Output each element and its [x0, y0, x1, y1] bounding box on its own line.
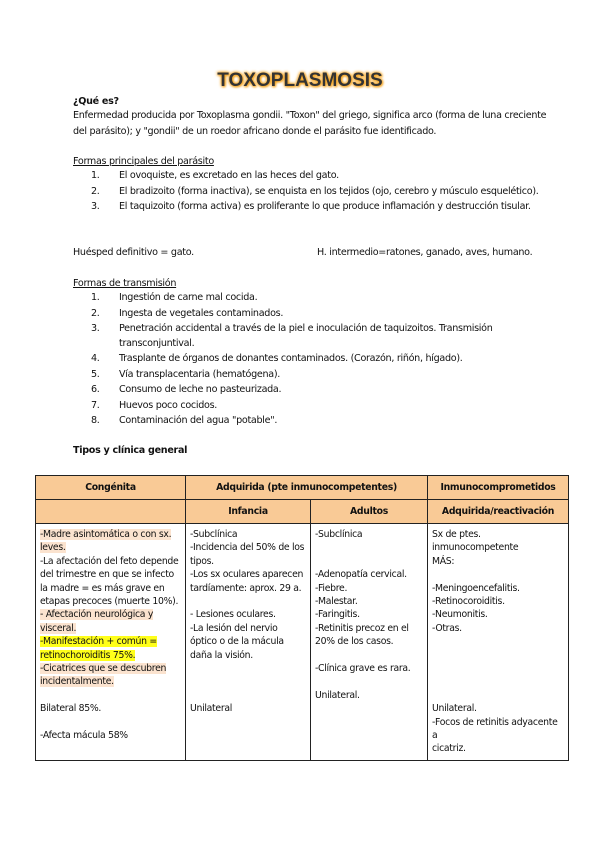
item-text: Consumo de leche no pasteurizada. [119, 384, 282, 395]
cell-line: -Cicatrices que se descubren [40, 663, 167, 675]
cell-line: -Neumonitis. [432, 609, 488, 621]
list-item: 4. Trasplante de órganos de donantes contaminados. (Corazón, riñón, hígado). [91, 353, 463, 364]
cell-line: -Subclínica [315, 529, 363, 540]
list-item: 2. Ingesta de vegetales contaminados. [91, 307, 284, 319]
cell-line: Unilateral. [315, 689, 360, 701]
cell-line: -Focos de retinitis adyacente a [432, 716, 558, 741]
formas-list [91, 168, 539, 215]
cell-inmunocomprometidos [428, 524, 569, 761]
subheader-empty [36, 500, 186, 524]
cell-line: 20% de los casos. [315, 636, 394, 648]
subheader-infancia: Infancia [186, 500, 311, 524]
highlighted-line: -Manifestación + común = [40, 636, 157, 648]
cell-line: -Clínica grave es rara. [315, 663, 411, 675]
cell-line: - Afectación neurológica y [40, 609, 154, 621]
definition-line-2: del parásito); y "gondii" de un roedor africano donde el parásito fue identificado. [73, 126, 437, 137]
list-item: 3. El taquizoito (forma activa) es proliferante lo que produce inflamación y destrucción tisular. [91, 201, 531, 212]
que-es-heading: ¿Qué es? [73, 96, 119, 107]
cell-line: -Faringitis. [315, 609, 360, 621]
item-text: Vía transplacentaria (hematógena). [119, 368, 281, 380]
subheader-reactivacion: Adquirida/reactivación [428, 500, 569, 524]
highlighted-line: retinochoroiditis 75%. [40, 649, 136, 661]
list-item: 6. Consumo de leche no pasteurizada. [91, 384, 282, 395]
subheader-adultos: Adultos [311, 500, 428, 524]
cell-line: tardíamente: aprox. 29 a. [190, 582, 302, 594]
cell-line: -Madre asintomática o con sx. [40, 529, 172, 540]
header-adquirida: Adquirida (pte inmunocompetentes) [186, 476, 428, 500]
cell-line: -Otras. [432, 622, 462, 634]
cell-line: -Afecta mácula 58% [40, 730, 128, 742]
cell-line: la madre = es más grave en [40, 582, 165, 594]
cell-line: Sx de ptes. inmunocompetente [432, 529, 519, 554]
list-item: 7. Huevos poco cocidos. [91, 399, 218, 411]
item-text: El ovoquiste, es excretado en las heces del gato. [119, 170, 339, 181]
page-title: TOXOPLASMOSIS [217, 70, 383, 91]
cell-line: daña la visión. [190, 649, 253, 661]
cell-line: -Fiebre. [315, 582, 348, 594]
cell-line: -Incidencia del 50% de los [190, 542, 305, 554]
cell-line: visceral. [40, 622, 77, 634]
item-text: Huevos poco cocidos. [119, 399, 218, 411]
list-item: 1. El ovoquiste, es excretado en las heces del gato. [91, 170, 339, 181]
cell-line: - Lesiones oculares. [190, 609, 276, 621]
cell-line: etapas precoces (muerte 10%). [40, 596, 179, 608]
item-text: El taquizoito (forma activa) es proliferante lo que produce inflamación y destrucción tisular. [119, 201, 531, 212]
cell-line: -Malestar. [315, 596, 358, 607]
header-inmunocomprometidos: Inmunocomprometidos [428, 476, 569, 500]
cell-line: -Meningoencefalitis. [432, 582, 520, 594]
item-text: Ingesta de vegetales contaminados. [119, 307, 284, 319]
cell-line: Unilateral. [432, 703, 477, 715]
cell-line: -La lesión del nervio [190, 622, 278, 634]
cell-line: leves. [40, 542, 66, 554]
item-text: Penetración accidental a través de la piel e inoculación de taquizoitos. Transmisión [119, 323, 493, 334]
item-text: Contaminación del agua "potable". [119, 415, 278, 426]
list-item: 2. El bradizoito (forma inactiva), se enquista en los tejidos (ojo, cerebro y músculo esquelético). [91, 185, 539, 197]
item-text: Ingestión de carne mal cocida. [119, 292, 258, 303]
cell-line: Bilateral 85%. [40, 703, 102, 715]
cell-congenita [36, 524, 186, 761]
cell-line: MÁS: [432, 555, 455, 567]
cell-line: -Retinocoroiditis. [432, 596, 505, 608]
cell-line: Unilateral [190, 703, 233, 715]
clinical-table [35, 475, 569, 761]
cell-line: óptico o de la mácula [190, 636, 284, 648]
transmision-list [91, 290, 493, 429]
cell-line: tipos. [190, 555, 214, 567]
cell-line: -Retinitis precoz en el [315, 622, 409, 634]
cell-line: incidentalmente. [40, 676, 114, 688]
formas-heading: Formas principales del parásito [73, 156, 214, 167]
list-item: 8. Contaminación del agua "potable". [91, 415, 278, 426]
definition-line-1: Enfermedad producida por Toxoplasma gondii. "Toxon" del griego, significa arco (forma de luna creciente [73, 110, 547, 121]
cell-line: -Los sx oculares aparecen [190, 569, 304, 581]
transmision-heading: Formas de transmisión [73, 278, 177, 289]
item-text: El bradizoito (forma inactiva), se enquista en los tejidos (ojo, cerebro y músculo esquelético). [119, 185, 539, 197]
item-text-cont: transconjuntival. [119, 338, 195, 349]
cell-line: -Subclínica [190, 529, 238, 540]
cell-line: -Adenopatía cervical. [315, 569, 407, 581]
cell-line: cicatriz. [432, 743, 466, 755]
header-congenita: Congénita [36, 476, 186, 500]
list-item: 5. Vía transplacentaria (hematógena). [91, 368, 281, 380]
huesped-intermedio: H. intermedio=ratones, ganado, aves, humano. [317, 247, 533, 258]
tipos-heading: Tipos y clínica general [73, 445, 188, 456]
list-item: 1. Ingestión de carne mal cocida. [91, 292, 258, 303]
huesped-definitivo: Huésped definitivo = gato. [73, 247, 194, 258]
cell-line: -La afectación del feto depende [40, 555, 179, 567]
cell-adultos [311, 524, 428, 761]
item-text: Trasplante de órganos de donantes contaminados. (Corazón, riñón, hígado). [119, 353, 463, 364]
list-item: 3. Penetración accidental a través de la piel e inoculación de taquizoitos. Transmisión transconjuntival. [91, 323, 493, 349]
cell-infancia [186, 524, 311, 761]
cell-line: del trimestre en que se infecto [40, 569, 174, 581]
